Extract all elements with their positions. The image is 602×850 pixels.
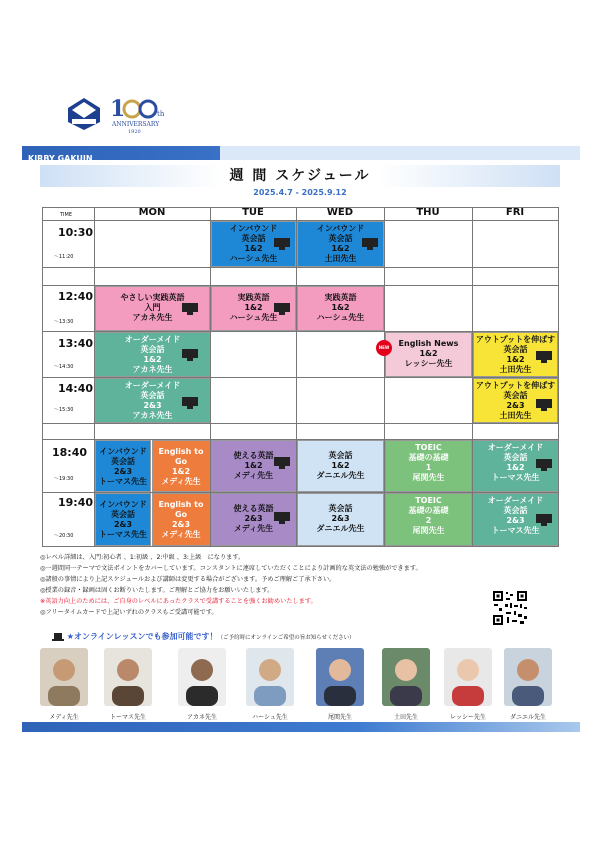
- day-header-mon: MON: [138, 207, 166, 218]
- teacher-card: [36, 648, 92, 721]
- class-subtitle: 英会話: [140, 391, 165, 400]
- footer-bar: [22, 722, 580, 732]
- new-badge: NEW: [376, 340, 392, 356]
- class-title: 英会話: [328, 451, 353, 460]
- qr-code[interactable]: [492, 590, 528, 626]
- class-teacher: トーマス先生: [491, 526, 540, 535]
- class-level: 1: [425, 463, 432, 472]
- class-teacher: メディ先生: [161, 530, 201, 539]
- time-start: 10:30: [58, 226, 94, 239]
- class-title: English to: [158, 500, 204, 509]
- online-monitor-icon: [535, 399, 553, 411]
- class-title: インバウンド: [229, 224, 278, 233]
- online-monitor-icon: [273, 303, 291, 315]
- class-teacher: 土田先生: [499, 365, 532, 374]
- online-text: ★オンラインレッスンでも参加可能です！: [66, 632, 218, 641]
- teacher-card: [500, 648, 556, 721]
- class-title: オーダーメイド: [487, 443, 544, 452]
- class-title: English News: [398, 339, 459, 348]
- class-level: 2&3: [506, 516, 525, 525]
- svg-text:th: th: [157, 110, 165, 118]
- online-monitor-icon: [181, 397, 199, 409]
- svg-text:1: 1: [110, 96, 126, 122]
- kirby-gakuin-crest-logo: [66, 96, 102, 132]
- online-monitor-icon: [273, 238, 291, 250]
- class-teacher: ダニエル先生: [316, 471, 365, 480]
- teacher-card: [242, 648, 298, 721]
- class-level: 1&2: [506, 463, 525, 472]
- note-item: ◎レベル詳細は、入門:初心者 、1:初級 、2:中級 、3:上級 になります。: [40, 554, 245, 561]
- class-level: 1&2: [419, 349, 438, 358]
- class-level: 1&2: [244, 303, 263, 312]
- class-teacher: アカネ先生: [132, 365, 173, 374]
- class-subtitle: 英会話: [328, 234, 353, 243]
- class-cell-mon-1940-english-to-go[interactable]: [152, 493, 210, 546]
- 100th-anniversary-logo: [108, 94, 168, 134]
- teacher-photo: [504, 648, 552, 706]
- class-subtitle: 基礎の基礎: [408, 506, 449, 515]
- class-level: 2&3: [113, 520, 133, 529]
- class-level: 1&2: [244, 244, 263, 253]
- teacher-name: メディ先生: [49, 714, 79, 721]
- class-cell-mon-1840-english-to-go[interactable]: [152, 440, 210, 492]
- teacher-card: [378, 648, 434, 721]
- class-subtitle: 英会話: [503, 453, 528, 462]
- note-item: ◎フリータイムカードで上記いずれのクラスもご受講可能です。: [40, 609, 218, 616]
- class-title: 英会話: [328, 504, 353, 513]
- class-level: 1&2: [171, 467, 191, 476]
- teacher-name: ハーシュ先生: [252, 714, 288, 721]
- online-note: （ご予約時にオンラインご希望の旨お知らせください）: [217, 635, 355, 641]
- class-cell-mon-1240[interactable]: [95, 286, 210, 331]
- class-cell-mon-1340[interactable]: [95, 332, 210, 377]
- teacher-photo: [40, 648, 88, 706]
- class-title: オーダーメイド: [487, 496, 544, 505]
- class-cell-fri-1840[interactable]: [473, 440, 558, 492]
- class-subtitle: Go: [174, 510, 188, 519]
- class-title: 使える英語: [233, 451, 274, 460]
- online-monitor-icon: [181, 303, 199, 315]
- teacher-name: トーマス先生: [109, 714, 146, 721]
- class-teacher: ダニエル先生: [316, 524, 365, 533]
- class-teacher: トーマス先生: [99, 530, 147, 539]
- class-title: English to: [158, 447, 204, 456]
- time-start: 13:40: [58, 337, 94, 350]
- class-cell-mon-1940-inbound[interactable]: [95, 493, 151, 546]
- notes-list: [40, 552, 500, 618]
- class-level: 2&3: [143, 401, 162, 410]
- class-cell-wed-1840[interactable]: [297, 440, 384, 492]
- class-subtitle: 基礎の基礎: [408, 453, 449, 462]
- class-level: 2: [425, 516, 432, 525]
- class-title: 実践英語: [324, 293, 357, 302]
- time-start: 12:40: [58, 290, 94, 303]
- teacher-photo: [316, 648, 364, 706]
- class-cell-wed-1030[interactable]: [297, 221, 384, 267]
- class-subtitle: 英会話: [503, 391, 528, 400]
- note-item: ◎授業の録音・録画は固くお断りいたします。ご理解とご協力をお願いいたします。: [40, 587, 274, 594]
- brand-bar: [22, 146, 580, 163]
- class-teacher: 土田先生: [499, 411, 532, 420]
- class-cell-wed-1940[interactable]: [297, 493, 384, 546]
- note-item: ◎諸般の事情により上記スケジュールおよび講師は変更する場合がございます。予めご理解ご了承下さい。: [40, 576, 336, 583]
- class-title: オーダーメイド: [124, 381, 181, 390]
- class-cell-thu-1840[interactable]: [385, 440, 472, 492]
- time-end: ～14:30: [54, 364, 74, 370]
- online-monitor-icon: [361, 238, 379, 250]
- day-header-tue: TUE: [242, 207, 264, 218]
- class-subtitle: 英会話: [140, 345, 165, 354]
- class-cell-tue-1240[interactable]: [211, 286, 296, 331]
- day-header-thu: THU: [416, 207, 440, 218]
- class-level: 1&2: [331, 461, 350, 470]
- class-teacher: メディ先生: [161, 477, 201, 486]
- class-level: 1&2: [143, 355, 162, 364]
- class-level: 2&3: [244, 514, 263, 523]
- class-cell-fri-1340[interactable]: [473, 332, 558, 377]
- class-teacher: アカネ先生: [132, 313, 173, 322]
- class-teacher: レッシー先生: [404, 359, 453, 368]
- teacher-card: [312, 648, 368, 721]
- class-teacher: ハーシュ先生: [229, 313, 278, 322]
- time-end: ～19:30: [54, 476, 74, 482]
- class-title: アウトプットを伸ばす: [475, 381, 556, 390]
- class-level: 入門: [144, 303, 161, 312]
- class-title: やさしい実践英語: [120, 293, 185, 302]
- teacher-card: [174, 648, 230, 721]
- class-teacher: ハーシュ先生: [316, 313, 365, 322]
- class-subtitle: Go: [174, 457, 188, 466]
- class-level: 2&3: [171, 520, 191, 529]
- laptop-icon: [52, 633, 64, 641]
- teacher-photo: [246, 648, 294, 706]
- class-teacher: 尾関先生: [412, 473, 445, 482]
- class-teacher: トーマス先生: [491, 473, 540, 482]
- class-title: インバウンド: [316, 224, 365, 233]
- teacher-photo: [104, 648, 152, 706]
- online-monitor-icon: [181, 349, 199, 361]
- svg-text:ANNIVERSARY: ANNIVERSARY: [112, 121, 160, 128]
- class-level: 1&2: [506, 355, 525, 364]
- class-subtitle: 英会話: [503, 506, 528, 515]
- class-teacher: メディ先生: [233, 471, 274, 480]
- class-title: アウトプットを伸ばす: [475, 335, 556, 344]
- class-teacher: アカネ先生: [132, 411, 173, 420]
- class-level: 1&2: [331, 244, 350, 253]
- brand-name: KIRBY GAKUIN: [28, 154, 93, 163]
- class-teacher: メディ先生: [233, 524, 274, 533]
- time-end: ～13:30: [54, 319, 74, 325]
- class-cell-tue-1030[interactable]: [211, 221, 296, 267]
- class-cell-tue-1840[interactable]: [211, 440, 296, 492]
- teacher-photo: [178, 648, 226, 706]
- class-title: 使える英語: [233, 504, 274, 513]
- class-subtitle: 英会話: [111, 457, 135, 466]
- class-cell-wed-1240[interactable]: [297, 286, 384, 331]
- class-cell-thu-1340[interactable]: [385, 332, 472, 377]
- class-teacher: 尾関先生: [412, 526, 445, 535]
- teacher-photo: [382, 648, 430, 706]
- class-teacher: ハーシュ先生: [229, 254, 278, 263]
- class-title: オーダーメイド: [124, 335, 181, 344]
- online-monitor-icon: [273, 457, 291, 469]
- class-teacher: トーマス先生: [99, 477, 147, 486]
- class-teacher: 土田先生: [324, 254, 357, 263]
- class-level: 2&3: [113, 467, 133, 476]
- class-title: インバウンド: [99, 500, 147, 509]
- class-title: TOEIC: [415, 443, 442, 452]
- svg-text:1920: 1920: [128, 129, 141, 134]
- teacher-name: 土田先生: [393, 714, 418, 721]
- online-monitor-icon: [535, 514, 553, 526]
- note-item: ◎一週間同一テーマで文法ポイントをカバーしています。コンスタントに連席していただくことにより計画的な英文法の勉強ができます。: [40, 565, 422, 572]
- online-monitor-icon: [535, 459, 553, 471]
- class-cell-mon-1840-inbound[interactable]: [95, 440, 151, 492]
- day-header-fri: FRI: [505, 207, 525, 218]
- class-level: 1&2: [331, 303, 350, 312]
- class-cell-mon-1440[interactable]: [95, 378, 210, 423]
- class-cell-fri-1940[interactable]: [473, 493, 558, 546]
- class-level: 1&2: [244, 461, 263, 470]
- teacher-photo: [444, 648, 492, 706]
- note-item-warning: ※英語力向上のためには、ご自身のレベルにあったクラスで受講することを強くお勧めいたします。: [40, 598, 317, 605]
- date-range: 2025.4.7 - 2025.9.12: [253, 188, 347, 197]
- class-title: インバウンド: [99, 447, 147, 456]
- time-start: 19:40: [58, 496, 94, 509]
- teacher-name: レッシー先生: [450, 714, 486, 721]
- online-monitor-icon: [535, 351, 553, 363]
- class-level: 2&3: [331, 514, 350, 523]
- class-level: 2&3: [506, 401, 525, 410]
- time-column-header: TIME: [59, 212, 72, 218]
- time-end: ～20:30: [54, 533, 74, 539]
- class-subtitle: 英会話: [503, 345, 528, 354]
- online-monitor-icon: [273, 512, 291, 524]
- page-title: 週 間 スケジュール: [40, 165, 560, 187]
- day-header-wed: WED: [326, 207, 354, 218]
- time-end: ～11:20: [54, 254, 74, 260]
- class-cell-thu-1940[interactable]: [385, 493, 472, 546]
- class-cell-tue-1940[interactable]: [211, 493, 296, 546]
- class-title: 実践英語: [237, 293, 270, 302]
- teacher-card: [440, 648, 496, 721]
- class-subtitle: 英会話: [241, 234, 266, 243]
- online-notice: [52, 631, 355, 642]
- time-start: 18:40: [52, 446, 88, 459]
- time-start: 14:40: [58, 382, 94, 395]
- class-title: TOEIC: [415, 496, 442, 505]
- teacher-name: 尾関先生: [327, 714, 352, 721]
- class-subtitle: 英会話: [111, 510, 135, 519]
- time-end: ～15:30: [54, 407, 74, 413]
- class-cell-fri-1440[interactable]: [473, 378, 558, 423]
- teacher-card: [100, 648, 156, 721]
- teacher-name: ダニエル先生: [509, 714, 546, 721]
- teacher-name: アカネ先生: [187, 714, 217, 721]
